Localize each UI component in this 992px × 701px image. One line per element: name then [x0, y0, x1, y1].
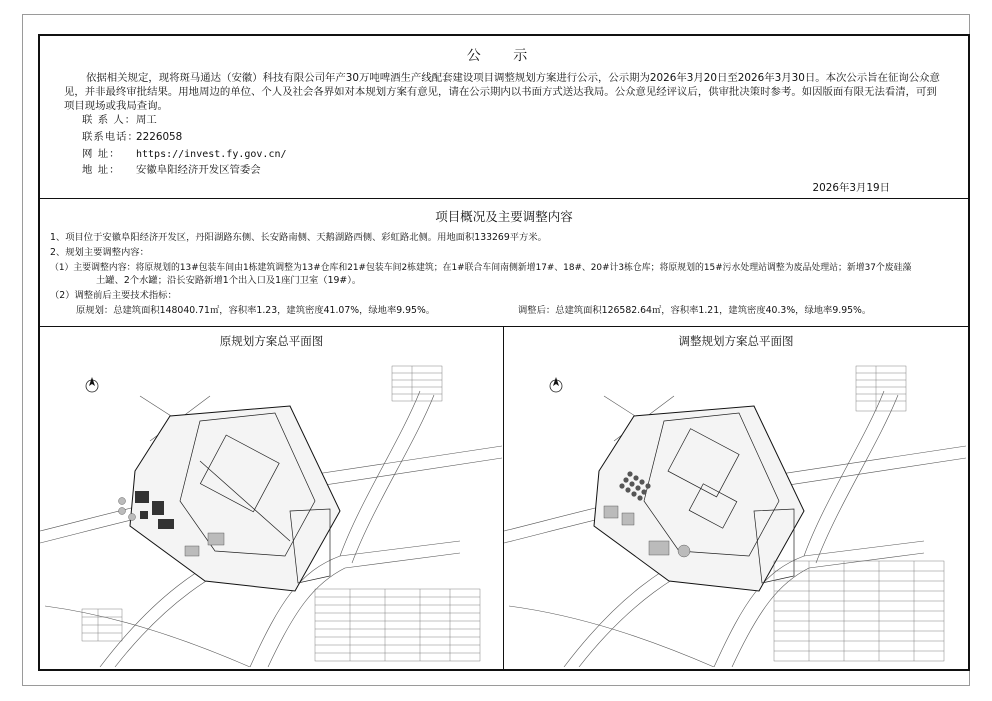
adjusted-site-plan-drawing	[504, 351, 966, 667]
contact-phone	[82, 130, 182, 144]
notice-title: 公 示	[466, 48, 542, 64]
contact-website	[82, 147, 287, 162]
notice-section	[40, 36, 968, 199]
notice-frame	[38, 34, 970, 671]
indicators-before: 原规划：总建筑面积148040.71㎡，容积率1.23，建筑密度41.07%，绿地率9.95%。	[76, 305, 436, 316]
contact-value: 2226058	[136, 131, 183, 143]
contact-address	[82, 163, 261, 177]
adjusted-plan-panel	[504, 327, 968, 669]
overview-section	[40, 199, 968, 327]
overview-title: 项目概况及主要调整内容	[435, 209, 573, 224]
contact-person	[82, 113, 157, 127]
overview-line: 土罐、2个水罐；沿长安路新增1个出入口及1座门卫室（19#）。	[96, 275, 362, 286]
notice-date: 2026年3月19日	[812, 182, 890, 194]
overview-line: 1、项目位于安徽阜阳经济开发区，丹阳湖路东侧、长安路南侧、天鹅湖路西侧、彩虹路北侧。用地面积133269平方米。	[50, 232, 547, 243]
original-plan-title: 原规划方案总平面图	[219, 334, 324, 348]
contact-value: https://invest.fy.gov.cn/	[136, 149, 287, 160]
north-arrow-icon	[86, 377, 98, 392]
indicators-after: 调整后：总建筑面积126582.64㎡，容积率1.21，建筑密度40.3%，绿地率9.95%。	[518, 305, 872, 316]
overview-line: 2、规划主要调整内容：	[50, 247, 149, 258]
original-plan-panel	[40, 327, 504, 669]
contact-label: 地 址：	[82, 164, 121, 176]
original-site-plan-drawing	[40, 351, 502, 667]
contact-label: 网 址：	[82, 148, 121, 160]
contact-label: 联 系 人：	[82, 114, 137, 126]
notice-body: 依据相关规定，现将斑马通达（安徽）科技有限公司年产30万吨啤酒生产线配套建设项目调整规划方案进行公示，公示期为2026年3月20日至2026年3月30日。本次公示旨在征询公众意见，并非最终审批结果。用地周边的单位、个人及社会各界如对本规划方案有意见，请在公示期内以书面方式送达我局。公众意见经评议后，供审批决策时参考。如因版面有限无法看清，可到项目现场或我局查询。	[64, 72, 940, 112]
overview-line: （2）调整前后主要技术指标：	[50, 290, 177, 301]
contact-label: 联系电话：	[82, 131, 139, 143]
north-arrow-icon	[550, 377, 562, 392]
adjusted-plan-title: 调整规划方案总平面图	[678, 334, 794, 348]
contact-value: 安徽阜阳经济开发区管委会	[136, 164, 261, 176]
overview-line: （1）主要调整内容：将原规划的13#包装车间由1栋建筑调整为13#仓库和21#包装车间2栋建筑；在1#联合车间南侧新增17#、18#、20#计3栋仓库；将原规划的15#污水处理站调整为废品处理站；新增37个废硅藻	[50, 263, 912, 273]
contact-value: 周工	[136, 114, 157, 126]
